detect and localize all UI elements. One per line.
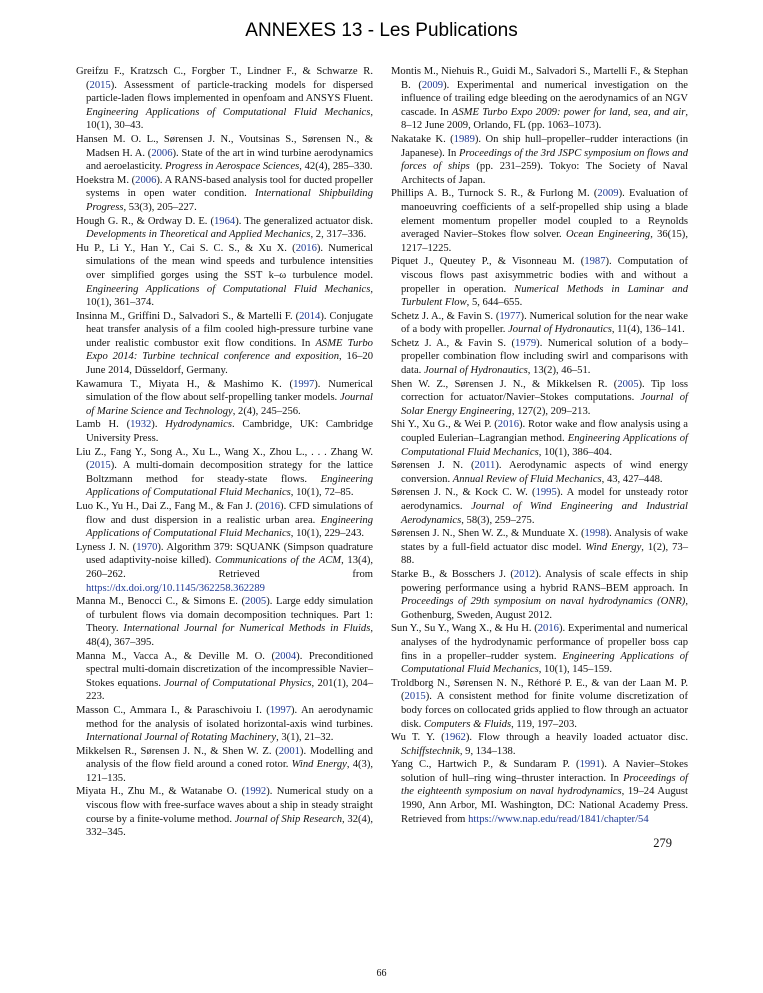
reference-entry xyxy=(391,133,688,187)
reference-text: ). Evaluation of manoeuvring coefficients of a self-propelled ship using a blade element momentum propeller model coupled to a Reynolds averaged Navier–Stokes flow solver. xyxy=(401,188,688,241)
reference-text: ). A consistent method for finite volume discretization of body forces on collocated grids applied to flow through an actuator disk. xyxy=(401,691,688,730)
reference-text: ). Algorithm 379: SQUANK (Simpson quadrature used adaptivity-noise killed). xyxy=(86,541,373,567)
reference-entry xyxy=(391,187,688,255)
reference-source: International Journal for Numerical Methods in Fluids xyxy=(123,623,371,635)
reference-entry xyxy=(391,310,688,337)
reference-entry xyxy=(76,65,373,133)
reference-text: Schetz J. A., & Favin S. ( xyxy=(391,310,500,322)
reference-text: Manna M., Vacca A., & Deville M. O. ( xyxy=(76,650,275,662)
reference-source: Progress in Aerospace Sciences xyxy=(165,161,300,173)
reference-text: ). Conjugate heat transfer analysis of a film cooled high-pressure turbine vane under realistic combustor exit flow conditions. In xyxy=(86,310,374,349)
reference-text: , 1(2), 73–88. xyxy=(401,541,688,567)
reference-url-link[interactable]: https://www.nap.edu/read/1841/chapter/54 xyxy=(468,813,649,825)
reference-source: Computers & Fluids xyxy=(423,718,512,730)
reference-year-link[interactable]: 1998 xyxy=(584,528,606,540)
reference-entry xyxy=(76,785,373,839)
reference-source: ASME Turbo Expo 2009: power for land, sea, and air xyxy=(451,106,686,118)
reference-text: , 32(4), 332–345. xyxy=(86,813,373,839)
reference-text: ). A multi-domain decomposition strategy for the lattice Boltzmann method for steady-state flows. xyxy=(86,460,373,485)
reference-text: Phillips A. B., Turnock S. R., & Furlong M. ( xyxy=(391,188,598,200)
reference-text: , 48(4), 367–395. xyxy=(86,623,374,648)
reference-year-link[interactable]: 2009 xyxy=(421,79,444,91)
reference-text: , 58(3), 259–275. xyxy=(461,514,535,526)
reference-year-link[interactable]: 2016 xyxy=(497,419,519,431)
reference-text: ). The generalized actuator disk. xyxy=(235,215,373,227)
reference-text: , 10(1), 145–159. xyxy=(538,664,612,676)
reference-entry xyxy=(391,758,688,826)
reference-text: , 10(1), 72–85. xyxy=(290,487,354,499)
references-left-column xyxy=(76,65,373,840)
page-number: 66 xyxy=(376,968,387,979)
reference-text: Kawamura T., Miyata H., & Mashimo K. ( xyxy=(76,378,294,390)
reference-entry xyxy=(76,745,373,786)
reference-year-link[interactable]: 1992 xyxy=(245,786,267,798)
reference-text: Nakatake K. ( xyxy=(391,133,454,145)
reference-text: , 10(1), 361–374. xyxy=(86,283,373,309)
reference-year-link[interactable]: 1932 xyxy=(130,419,152,431)
reference-entry xyxy=(391,527,688,568)
reference-text: , 119, 197–203. xyxy=(511,718,577,730)
page-header: ANNEXES 13 - Les Publications xyxy=(245,20,518,41)
reference-text: , 13(4), 260–262. Retrieved from xyxy=(86,555,373,580)
reference-text: Insinna M., Griffini D., Salvadori S., & Martelli F. ( xyxy=(76,310,300,322)
reference-text: , 16–20 June 2014, Düsseldorf, Germany. xyxy=(86,351,373,377)
reference-entry xyxy=(76,418,373,445)
reference-year-link[interactable]: 2015 xyxy=(89,460,111,472)
reference-source: Engineering Applications of Computational Fluid Mechanics xyxy=(86,106,371,118)
reference-text: ). Computation of viscous flows past axisymmetric bodies with and without a propeller in operation. xyxy=(401,256,688,295)
reference-year-link[interactable]: 2005 xyxy=(245,596,267,608)
reference-entry xyxy=(76,215,373,242)
reference-text: ). Rotor wake and flow analysis using a coupled Eulerian–Lagrangian method. xyxy=(401,419,688,445)
reference-source: Numerical Methods in Laminar and Turbulent Flow xyxy=(401,283,689,309)
reference-text: ). Experimental and numerical investigation on the influence of trailing edge bleeding on the aerodynamics of an NGV cascade. In xyxy=(401,79,689,118)
reference-text: ). Preconditioned spectral multi-domain discretization of the incompressible Navier–Stokes equations. xyxy=(86,650,373,689)
reference-text: Sørensen J. N. ( xyxy=(391,460,475,472)
reference-text: ). xyxy=(151,419,166,431)
reference-entry xyxy=(76,500,373,541)
reference-entry xyxy=(391,622,688,676)
reference-year-link[interactable]: 1995 xyxy=(535,487,557,499)
reference-url-link[interactable]: https://dx.doi.org/10.1145/362258.362289 xyxy=(86,582,265,594)
reference-year-link[interactable]: 2012 xyxy=(513,568,536,580)
reference-text: , 2, 317–336. xyxy=(310,229,367,241)
reference-entry xyxy=(391,418,688,459)
reference-source: ASME Turbo Expo 2014: Turbine technical conference and exposition xyxy=(86,337,373,363)
reference-text: Luo K., Yu H., Dai Z., Fang M., & Fan J. ( xyxy=(76,501,259,512)
reference-text: , 3(1), 21–32. xyxy=(276,732,334,744)
reference-text: , 2(4), 245–256. xyxy=(232,405,301,417)
reference-text: Hoekstra M. ( xyxy=(76,174,136,186)
reference-year-link[interactable]: 1997 xyxy=(293,378,315,390)
reference-entry xyxy=(76,650,373,704)
reference-entry xyxy=(391,65,688,133)
reference-source: Proceedings of 29th symposium on naval hydrodynamics (ONR) xyxy=(401,596,686,608)
reference-year-link[interactable]: 2005 xyxy=(617,378,639,390)
reference-source: Communications of the ACM xyxy=(214,555,342,567)
reference-source: Engineering Applications of Computational Fluid Mechanics xyxy=(86,473,373,499)
reference-text: Hough G. R., & Ordway D. E. ( xyxy=(76,215,214,227)
reference-source: Hydrodynamics xyxy=(165,419,232,431)
reference-source: Developments in Theoretical and Applied Mechanics xyxy=(86,229,311,241)
reference-text: ). CFD simulations of flow and dust dispersion in a realistic urban area. xyxy=(86,501,373,526)
reference-year-link[interactable]: 1979 xyxy=(514,337,537,349)
reference-text: , 42(4), 285–330. xyxy=(299,161,373,173)
reference-year-link[interactable]: 1962 xyxy=(444,732,466,744)
reference-year-link[interactable]: 2004 xyxy=(274,650,297,662)
reference-text: Hansen M. O. L., Sørensen J. N., Voutsinas S., Sørensen N., & Madsen H. A. ( xyxy=(76,133,373,159)
reference-text: Shi Y., Xu G., & Wei P. ( xyxy=(391,419,498,431)
reference-text: , 36(15), 1217–1225. xyxy=(401,229,688,254)
reference-text: , 11(4), 136–141. xyxy=(611,324,685,336)
reference-text: , 8–12 June 2009, Orlando, FL (pp. 1063–1073). xyxy=(401,106,688,132)
reference-text: ). Numerical simulations of the mean wind speeds and turbulence intensities over simplified gorges using the SST k–ω turbulence model. xyxy=(86,242,373,281)
reference-text: , 127(2), 209–213. xyxy=(511,405,591,417)
reference-year-link[interactable]: 2015 xyxy=(404,691,426,703)
reference-text: , 53(3), 205–227. xyxy=(123,201,197,213)
reference-entry xyxy=(391,378,688,419)
reference-entry xyxy=(391,731,688,758)
reference-text: ). An aerodynamic method for the analysis of isolated horizontal-axis wind turbines. xyxy=(86,704,373,730)
reference-year-link[interactable]: 1977 xyxy=(499,310,521,322)
reference-entry xyxy=(76,446,373,500)
reference-text: Yang C., Hartwich P., & Sundaram P. ( xyxy=(391,759,580,771)
reference-text: Miyata H., Zhu M., & Watanabe O. ( xyxy=(76,786,246,798)
reference-text: , 4(3), 121–135. xyxy=(86,759,373,784)
reference-text: ). Aerodynamic aspects of wind energy conversion. xyxy=(401,460,688,485)
reference-source: Journal of Computational Physics xyxy=(164,677,312,689)
reference-text: ). Numerical simulation of the flow about self-propelling tanker models. xyxy=(86,378,373,404)
reference-source: Journal of Ship Research xyxy=(234,813,343,825)
reference-text: ). Numerical solution of a body–propeller combination flow including swirl and comparisons with data. xyxy=(401,337,689,377)
reference-year-link[interactable]: 1997 xyxy=(269,704,292,716)
reference-text: , 10(1), 229–243. xyxy=(290,528,365,540)
reference-text: , 13(2), 46–51. xyxy=(527,365,591,377)
reference-text: , 5, 644–655. xyxy=(466,297,523,309)
reference-entry xyxy=(391,337,688,378)
reference-text: ). Flow through a heavily loaded actuator disc. xyxy=(465,732,688,744)
reference-entry xyxy=(76,378,373,419)
reference-year-link[interactable]: 1964 xyxy=(214,215,236,227)
reference-entry xyxy=(76,595,373,649)
reference-text: Sun Y., Su Y., Wang X., & Hu H. ( xyxy=(391,623,538,635)
reference-year-link[interactable]: 2009 xyxy=(597,188,619,200)
reference-text: Hu P., Li Y., Han Y., Cai S. C. S., & Xu X. ( xyxy=(76,242,296,254)
reference-text: , 10(1), 386–404. xyxy=(538,446,612,458)
reference-year-link[interactable]: 1987 xyxy=(584,256,606,268)
reference-text: , 9, 134–138. xyxy=(459,745,516,757)
reference-text: , 43, 427–448. xyxy=(601,473,663,485)
reference-entry xyxy=(76,133,373,174)
reference-year-link[interactable]: 2001 xyxy=(278,745,300,757)
reference-source: Wind Energy xyxy=(585,541,642,553)
reference-source: Proceedings of the 3rd JSPC symposium on flows and forces of ships xyxy=(401,147,688,173)
reference-text: ). Analysis of wake states by a full-field actuator disc model. xyxy=(401,528,688,553)
reference-year-link[interactable]: 1991 xyxy=(579,759,601,771)
reference-source: Proceedings of the eighteenth symposium on naval hydrodynamics xyxy=(401,772,688,798)
reference-text: Sørensen J. N., & Kock C. W. ( xyxy=(391,487,536,499)
reference-entry xyxy=(76,242,373,310)
reference-year-link[interactable]: 2006 xyxy=(135,174,157,186)
reference-text: , 19–24 August 1990, Ann Arbor, MI. Washington, DC: National Academy Press. Retrieved from xyxy=(401,786,689,825)
reference-text: , 10(1), 30–43. xyxy=(86,106,373,132)
reference-year-link[interactable]: 2015 xyxy=(89,79,111,91)
reference-year-link[interactable]: 2011 xyxy=(474,460,496,472)
reference-text: , 201(1), 204–223. xyxy=(86,677,373,703)
reference-text: ). Numerical study on a viscous flow with free-surface waves about a ship in steady straight course by a finite-volume method. xyxy=(86,786,373,825)
reference-year-link[interactable]: 1989 xyxy=(453,133,475,145)
reference-text: ). Analysis of scale effects in ship powering performance using a hybrid RANS–BEM approach. In xyxy=(401,568,688,594)
reference-source: Engineering Applications of Computational Fluid Mechanics xyxy=(401,433,688,458)
reference-source: International Journal of Rotating Machinery xyxy=(86,732,277,744)
reference-source: Ocean Engineering xyxy=(565,229,651,241)
reference-text: Schetz J. A., & Favin S. ( xyxy=(391,337,515,349)
reference-text: Lyness J. N. ( xyxy=(76,541,137,553)
reference-year-link[interactable]: 2016 xyxy=(295,242,317,254)
reference-source: International Shipbuilding Progress xyxy=(86,188,373,213)
reference-text: ). A Navier–Stokes solution of hull–ring wing–thruster interaction. In xyxy=(401,759,689,784)
reference-year-link[interactable]: 2006 xyxy=(151,147,173,159)
reference-source: Journal of Wind Engineering and Industrial Aerodynamics xyxy=(401,501,688,526)
references-right-column xyxy=(391,65,688,826)
reference-text: Troldborg N., Sørensen N. N., Réthoré P. E., & van der Laan M. P. ( xyxy=(391,677,688,703)
reference-text: ). Experimental and numerical analyses of the hydrodynamic performance of propeller boss cap fins in a propeller–rudder system. xyxy=(401,623,688,662)
reference-source: Engineering Applications of Computational Fluid Mechanics xyxy=(86,514,373,540)
journal-page-number: 279 xyxy=(653,836,672,850)
reference-text: Sørensen J. N., Shen W. Z., & Munduate X. ( xyxy=(391,528,585,540)
reference-entry xyxy=(76,704,373,745)
reference-year-link[interactable]: 2014 xyxy=(299,310,321,322)
reference-text: Mikkelsen R., Sørensen J. N., & Shen W. Z. ( xyxy=(76,745,279,757)
reference-entry xyxy=(391,459,688,486)
reference-entry xyxy=(76,174,373,215)
reference-text: (pp. 231–259). Tokyo: The Society of Naval Architects of Japan. xyxy=(401,161,688,186)
reference-text: Shen W. Z., Sørensen J. N., & Mikkelsen R. ( xyxy=(391,378,618,390)
reference-text: ). Numerical solution for the near wake of a body with propeller. xyxy=(401,310,688,336)
reference-entry xyxy=(391,255,688,309)
reference-text: ). Assessment of particle-tracking models for dispersed particle-laden flows implemented in openfoam and ANSYS Fluent. xyxy=(86,79,373,105)
reference-text: Starke B., & Bosschers J. ( xyxy=(391,568,514,580)
reference-source: Schiffstechnik xyxy=(401,745,460,757)
reference-text: ). Tip loss correction for actuator/Navier–Stokes computations. xyxy=(401,378,688,404)
reference-source: Journal of Marine Science and Technology xyxy=(86,392,373,417)
reference-source: Engineering Applications of Computational Fluid Mechanics xyxy=(401,650,688,676)
reference-source: Wind Energy xyxy=(291,759,347,771)
reference-year-link[interactable]: 2016 xyxy=(537,623,559,635)
reference-text: Montis M., Niehuis R., Guidi M., Salvadori S., Martelli F., & Stephan B. ( xyxy=(391,66,688,91)
reference-entry xyxy=(391,677,688,731)
reference-text: ). On ship hull–propeller–rudder interactions (in Japanese). In xyxy=(401,133,688,159)
reference-text: , Gothenburg, Sweden, August 2012. xyxy=(401,596,688,621)
reference-source: Journal of Solar Energy Engineering xyxy=(401,392,688,417)
reference-entry xyxy=(391,486,688,527)
reference-entry xyxy=(391,568,688,622)
reference-text: ). A RANS-based analysis tool for ducted propeller systems in open water condition. xyxy=(86,174,373,200)
reference-text: Manna M., Benocci C., & Simons E. ( xyxy=(76,596,246,608)
reference-text: Wu T. Y. ( xyxy=(391,732,445,744)
reference-text: ). Modelling and analysis of the flow field around a coned rotor. xyxy=(86,745,373,771)
reference-entry xyxy=(76,541,373,595)
reference-text: Piquet J., Queutey P., & Visonneau M. ( xyxy=(391,256,585,268)
reference-source: Engineering Applications of Computational Fluid Mechanics xyxy=(86,283,371,295)
reference-year-link[interactable]: 1970 xyxy=(136,541,158,553)
reference-text: . Cambridge, UK: Cambridge University Press. xyxy=(86,419,373,445)
reference-source: Annual Review of Fluid Mechanics xyxy=(452,473,602,485)
reference-text: Lamb H. ( xyxy=(76,419,131,431)
reference-year-link[interactable]: 2016 xyxy=(258,501,281,512)
reference-source: Journal of Hydronautics xyxy=(423,365,528,377)
reference-entry xyxy=(76,310,373,378)
reference-source: Journal of Hydronautics xyxy=(508,324,612,336)
reference-text: Liu Z., Fang Y., Song A., Xu L., Wang X., Zhou L., . . . Zhang W. ( xyxy=(76,446,373,472)
reference-text: ). Large eddy simulation of turbulent flows via domain decomposition techniques. Part 1: Theory. xyxy=(86,596,373,635)
reference-text: ). A model for unsteady rotor aerodynamics. xyxy=(401,487,689,512)
reference-text: Greifzu F., Kratzsch C., Forgber T., Lindner F., & Schwarze R. ( xyxy=(76,66,373,91)
reference-text: Masson C., Ammara I., & Paraschivoiu I. ( xyxy=(76,704,270,716)
reference-text: ). State of the art in wind turbine aerodynamics and aeroelasticity. xyxy=(86,147,373,173)
